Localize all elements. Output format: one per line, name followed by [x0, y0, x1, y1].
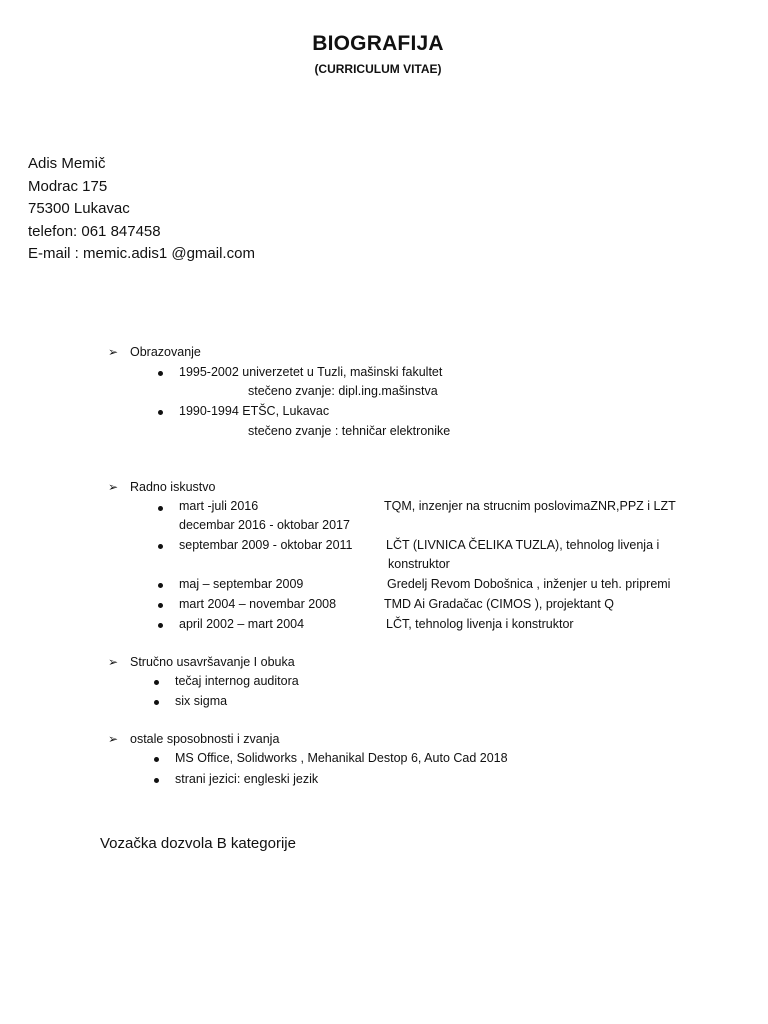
- bullet-icon: [158, 410, 163, 415]
- arrow-marker-icon: ➢: [108, 655, 119, 669]
- education-item-2: 1990-1994 ETŠC, Lukavac: [179, 404, 330, 418]
- bullet-icon: [158, 371, 163, 376]
- contact-address: Modrac 175: [28, 178, 108, 195]
- section-education: [108, 345, 201, 359]
- experience-date-4: mart 2004 – novembar 2008: [179, 597, 337, 611]
- driving-license: Vozačka dozvola B kategorije: [100, 835, 296, 852]
- other-item-1: MS Office, Solidworks , Mehanikal Destop 6, Auto Cad 2018: [175, 751, 508, 765]
- education-item-1: 1995-2002 univerzetet u Tuzli, mašinski fakultet: [179, 365, 443, 379]
- bullet-icon: [158, 583, 163, 588]
- experience-desc-3: Gredelj Revom Dobošnica , inženjer u teh. pripremi: [387, 577, 671, 591]
- section-training: [108, 655, 295, 669]
- experience-desc-2: LČT (LIVNICA ČELIKA TUZLA), tehnolog livenja i: [386, 538, 660, 552]
- arrow-marker-icon: ➢: [108, 345, 119, 359]
- experience-date-2: septembar 2009 - oktobar 2011: [179, 538, 353, 552]
- bullet-icon: [154, 700, 159, 705]
- section-education-heading: Obrazovanje: [130, 345, 201, 359]
- education-item-2-note: stečeno zvanje : tehničar elektronike: [248, 424, 451, 438]
- bullet-icon: [154, 757, 159, 762]
- bullet-icon: [154, 680, 159, 685]
- bullet-icon: [158, 506, 163, 511]
- page-title: BIOGRAFIJA: [312, 32, 444, 55]
- page-subtitle: (CURRICULUM VITAE): [314, 62, 442, 76]
- section-other-heading: ostale sposobnosti i zvanja: [130, 732, 280, 746]
- section-experience-heading: Radno iskustvo: [130, 480, 216, 494]
- arrow-marker-icon: ➢: [108, 732, 119, 746]
- bullet-icon: [158, 544, 163, 549]
- experience-desc-2b: konstruktor: [388, 557, 450, 571]
- experience-desc-4: TMD Ai Gradačac (CIMOS ), projektant Q: [384, 597, 614, 611]
- contact-email: E-mail : memic.adis1 @gmail.com: [28, 245, 255, 262]
- bullet-icon: [158, 623, 163, 628]
- experience-desc-1: TQM, inzenjer na strucnim poslovimaZNR,PPZ i LZT: [384, 499, 676, 513]
- contact-city: 75300 Lukavac: [28, 200, 130, 217]
- experience-desc-5: LČT, tehnolog livenja i konstruktor: [386, 617, 574, 631]
- section-experience: [108, 480, 215, 494]
- bullet-icon: [158, 603, 163, 608]
- arrow-marker-icon: ➢: [108, 480, 119, 494]
- contact-phone: telefon: 061 847458: [28, 223, 161, 240]
- other-item-2: strani jezici: engleski jezik: [175, 772, 319, 786]
- education-item-1-note: stečeno zvanje: dipl.ing.mašinstva: [248, 384, 438, 398]
- training-item-2: six sigma: [175, 694, 228, 708]
- experience-date-3: maj – septembar 2009: [179, 577, 304, 591]
- section-training-heading: Stručno usavršavanje I obuka: [130, 655, 295, 669]
- contact-name: Adis Memič: [28, 155, 106, 172]
- experience-date-5: april 2002 – mart 2004: [179, 617, 305, 631]
- training-item-1: tečaj internog auditora: [175, 674, 299, 688]
- bullet-icon: [154, 778, 159, 783]
- experience-date-1b: decembar 2016 - oktobar 2017: [179, 518, 350, 532]
- section-other: [108, 732, 279, 746]
- experience-date-1: mart -juli 2016: [179, 499, 259, 513]
